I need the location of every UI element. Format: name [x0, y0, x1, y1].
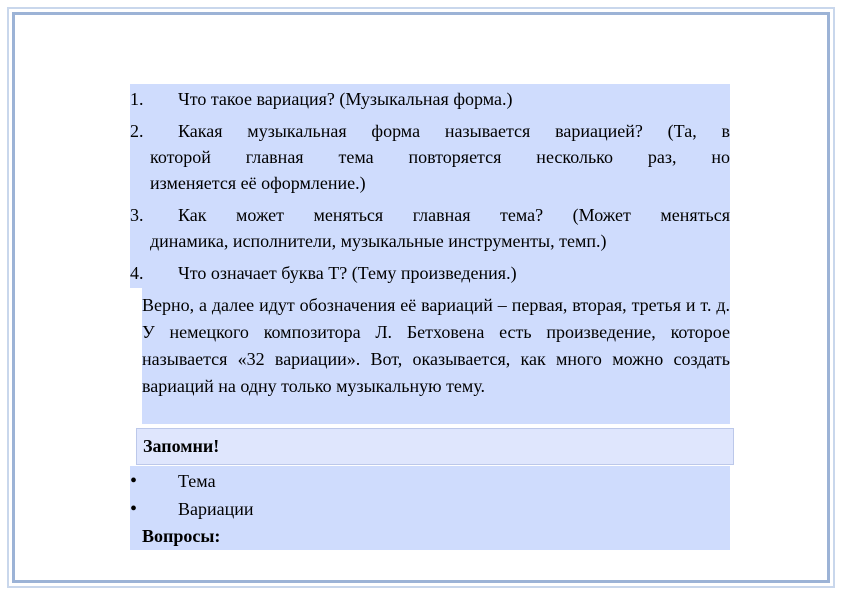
questions-heading: Вопросы:	[142, 526, 221, 546]
bullet-icon: •	[130, 470, 138, 492]
list-text-cont: динамика, исполнители, музыкальные инструменты, темп.)	[150, 231, 607, 251]
list-number: 2.	[130, 121, 144, 141]
list-item	[130, 260, 730, 286]
list-item	[130, 202, 730, 254]
list-text: Как может меняться главная тема? (Может меняться	[178, 205, 730, 225]
list-text: Какая музыкальная форма называется вариацией? (Та, в	[178, 121, 730, 141]
list-item	[130, 86, 730, 112]
list-text: Что означает буква Т? (Тему произведения.)	[178, 263, 517, 283]
list-item	[130, 495, 730, 523]
list-item	[130, 118, 730, 196]
list-number: 4.	[130, 263, 144, 283]
list-item	[130, 467, 730, 495]
list-number: 1.	[130, 89, 144, 109]
remember-heading: Запомни!	[136, 428, 734, 465]
bullet-text: Вариации	[178, 499, 254, 519]
list-number: 3.	[130, 205, 144, 225]
list-text-cont: которой главная тема повторяется несколько раз, но	[150, 147, 730, 167]
list-text: Что такое вариация? (Музыкальная форма.)	[178, 89, 513, 109]
bullet-text: Тема	[178, 471, 216, 491]
bullet-icon: •	[130, 498, 138, 520]
explanation-paragraph: Верно, а далее идут обозначения её вариаций – первая, вторая, третья и т. д. У немецкого композитора Л. Бетховена есть произведение, которое называется «32 вариации». Вот, оказывается, как много можно создать вариаций на одну только музыкальную тему.	[142, 295, 730, 396]
list-text-cont: изменяется её оформление.)	[150, 173, 366, 193]
